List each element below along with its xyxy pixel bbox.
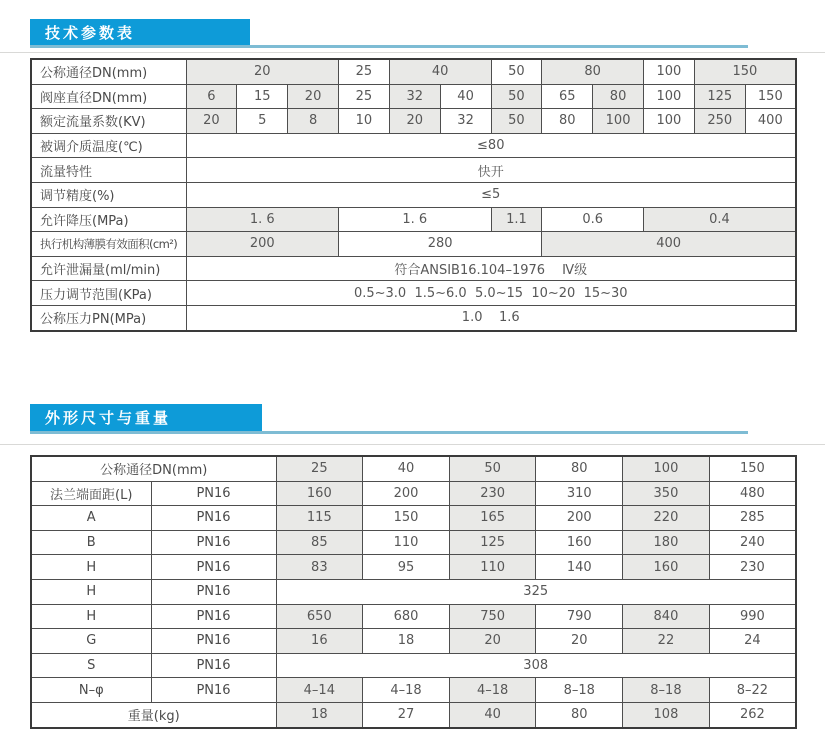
row-label: H xyxy=(31,555,151,580)
table-cell: 110 xyxy=(363,530,450,555)
table-cell: 80 xyxy=(593,84,644,109)
table-row xyxy=(31,133,796,158)
table-cell: 150 xyxy=(694,59,796,84)
table-cell: 22 xyxy=(623,629,710,654)
table-cell: 285 xyxy=(709,506,796,531)
table-cell: 240 xyxy=(709,530,796,555)
dimensions-weight-table-body xyxy=(31,456,796,728)
table-cell: 310 xyxy=(536,481,623,506)
table-cell: 80 xyxy=(536,456,623,481)
table-cell: 20 xyxy=(288,84,339,109)
table-row xyxy=(31,530,796,555)
table-cell: 165 xyxy=(449,506,536,531)
table-cell: 108 xyxy=(623,702,710,727)
table-cell: 18 xyxy=(363,629,450,654)
dimensions-weight-table xyxy=(30,455,797,729)
row-label: B xyxy=(31,530,151,555)
row-label: PN16 xyxy=(151,506,276,531)
table-cell: 80 xyxy=(542,59,644,84)
table-cell: 262 xyxy=(709,702,796,727)
table-cell: 8–18 xyxy=(536,678,623,703)
table-row xyxy=(31,702,796,727)
row-label: 公称通径DN(mm) xyxy=(31,59,186,84)
table-cell: 110 xyxy=(449,555,536,580)
table-cell: 4–18 xyxy=(363,678,450,703)
table-row xyxy=(31,456,796,481)
table-row xyxy=(31,109,796,134)
table-cell: 83 xyxy=(276,555,363,580)
table-row xyxy=(31,207,796,232)
table-cell: 快开 xyxy=(186,158,796,183)
table-cell: 50 xyxy=(491,109,542,134)
table-cell: 400 xyxy=(745,109,796,134)
table-cell: 1.0 1.6 xyxy=(186,305,796,330)
section-underline xyxy=(30,45,748,48)
table-cell: 27 xyxy=(363,702,450,727)
table-cell: 100 xyxy=(644,109,695,134)
table-cell: 125 xyxy=(449,530,536,555)
table-row xyxy=(31,59,796,84)
table-cell: 790 xyxy=(536,604,623,629)
row-label: PN16 xyxy=(151,653,276,678)
table-cell: 400 xyxy=(542,232,796,257)
table-cell: 4–18 xyxy=(449,678,536,703)
table-cell: 125 xyxy=(694,84,745,109)
row-label: 公称压力PN(MPa) xyxy=(31,305,186,330)
table-row xyxy=(31,579,796,604)
table-cell: 18 xyxy=(276,702,363,727)
table-cell: 680 xyxy=(363,604,450,629)
table-row xyxy=(31,182,796,207)
table-cell: 140 xyxy=(536,555,623,580)
table-row xyxy=(31,256,796,281)
table-cell: 95 xyxy=(363,555,450,580)
table-cell: 20 xyxy=(449,629,536,654)
row-label: 公称通径DN(mm) xyxy=(31,456,276,481)
table-cell: 20 xyxy=(389,109,440,134)
table-cell: 25 xyxy=(339,84,390,109)
table-cell: 840 xyxy=(623,604,710,629)
table-cell: 160 xyxy=(623,555,710,580)
row-label: 压力调节范围(KPa) xyxy=(31,281,186,306)
table-cell: 4–14 xyxy=(276,678,363,703)
table-cell: 1. 6 xyxy=(186,207,339,232)
divider-hairline xyxy=(0,52,825,53)
row-label: PN16 xyxy=(151,579,276,604)
tech-params-table xyxy=(30,58,797,332)
table-cell: 80 xyxy=(536,702,623,727)
row-label: 被调介质温度(℃) xyxy=(31,133,186,158)
section-title-dimensions-weight-label: 外形尺寸与重量 xyxy=(45,409,172,427)
table-cell: 350 xyxy=(623,481,710,506)
table-cell: 0.6 xyxy=(542,207,644,232)
section-underline xyxy=(30,431,748,434)
row-label: 调节精度(%) xyxy=(31,182,186,207)
table-cell: 16 xyxy=(276,629,363,654)
table-row xyxy=(31,84,796,109)
table-cell: 250 xyxy=(694,109,745,134)
table-cell: 650 xyxy=(276,604,363,629)
table-cell: 24 xyxy=(709,629,796,654)
table-cell: 5 xyxy=(237,109,288,134)
table-cell: 200 xyxy=(363,481,450,506)
row-label: 阀座直径DN(mm) xyxy=(31,84,186,109)
table-cell: 40 xyxy=(449,702,536,727)
row-label: 额定流量系数(KV) xyxy=(31,109,186,134)
table-cell: 230 xyxy=(449,481,536,506)
table-cell: 40 xyxy=(440,84,491,109)
table-cell: 160 xyxy=(536,530,623,555)
table-cell: 80 xyxy=(542,109,593,134)
row-label: S xyxy=(31,653,151,678)
table-cell: 150 xyxy=(363,506,450,531)
table-cell: 50 xyxy=(491,59,542,84)
table-row xyxy=(31,555,796,580)
row-label: 执行机构薄膜有效面积(cm²) xyxy=(31,232,186,257)
table-row xyxy=(31,604,796,629)
table-cell: 100 xyxy=(644,59,695,84)
row-label: 法兰端面距(L) xyxy=(31,481,151,506)
row-label: PN16 xyxy=(151,678,276,703)
table-cell: 符合ANSIB16.104–1976 Ⅳ级 xyxy=(186,256,796,281)
table-cell: 50 xyxy=(449,456,536,481)
table-cell: 230 xyxy=(709,555,796,580)
table-row xyxy=(31,481,796,506)
table-cell: 8 xyxy=(288,109,339,134)
table-cell: 200 xyxy=(186,232,339,257)
table-row xyxy=(31,158,796,183)
table-cell: 200 xyxy=(536,506,623,531)
tech-params-table-body xyxy=(31,59,796,331)
table-cell: 32 xyxy=(389,84,440,109)
table-cell: 1. 6 xyxy=(339,207,492,232)
table-cell: 8–18 xyxy=(623,678,710,703)
section-title-tech-params xyxy=(30,19,250,45)
table-cell: 220 xyxy=(623,506,710,531)
table-row xyxy=(31,232,796,257)
table-cell: 480 xyxy=(709,481,796,506)
table-cell: 15 xyxy=(237,84,288,109)
row-label: A xyxy=(31,506,151,531)
table-cell: 6 xyxy=(186,84,237,109)
table-row xyxy=(31,281,796,306)
table-cell: 100 xyxy=(644,84,695,109)
divider-hairline xyxy=(0,444,825,445)
row-label: 流量特性 xyxy=(31,158,186,183)
table-cell: 25 xyxy=(339,59,390,84)
row-label: 允许泄漏量(ml/min) xyxy=(31,256,186,281)
row-label: 允许降压(MPa) xyxy=(31,207,186,232)
section-title-dimensions-weight xyxy=(30,404,262,431)
row-label: 重量(kg) xyxy=(31,702,276,727)
table-cell: 100 xyxy=(593,109,644,134)
table-cell: 115 xyxy=(276,506,363,531)
table-cell: 20 xyxy=(186,109,237,134)
row-label: PN16 xyxy=(151,555,276,580)
table-cell: 150 xyxy=(745,84,796,109)
table-cell: 100 xyxy=(623,456,710,481)
row-label: G xyxy=(31,629,151,654)
table-row xyxy=(31,629,796,654)
table-cell: 160 xyxy=(276,481,363,506)
table-cell: 150 xyxy=(709,456,796,481)
table-cell: 325 xyxy=(276,579,796,604)
row-label: PN16 xyxy=(151,481,276,506)
table-row xyxy=(31,506,796,531)
row-label: PN16 xyxy=(151,629,276,654)
table-row xyxy=(31,305,796,330)
table-cell: 40 xyxy=(363,456,450,481)
table-cell: 280 xyxy=(339,232,542,257)
row-label: PN16 xyxy=(151,604,276,629)
section-title-tech-params-label: 技术参数表 xyxy=(45,23,136,42)
table-cell: 308 xyxy=(276,653,796,678)
table-cell: 25 xyxy=(276,456,363,481)
row-label: N–φ xyxy=(31,678,151,703)
table-cell: 32 xyxy=(440,109,491,134)
table-cell: ≤5 xyxy=(186,182,796,207)
table-cell: 85 xyxy=(276,530,363,555)
table-cell: 8–22 xyxy=(709,678,796,703)
table-cell: 40 xyxy=(389,59,491,84)
table-cell: 20 xyxy=(536,629,623,654)
table-cell: 1.1 xyxy=(491,207,542,232)
table-cell: 750 xyxy=(449,604,536,629)
table-cell: 0.4 xyxy=(644,207,797,232)
table-cell: 10 xyxy=(339,109,390,134)
table-row xyxy=(31,678,796,703)
table-cell: 65 xyxy=(542,84,593,109)
table-cell: 50 xyxy=(491,84,542,109)
table-cell: 20 xyxy=(186,59,339,84)
row-label: H xyxy=(31,604,151,629)
row-label: H xyxy=(31,579,151,604)
table-cell: 990 xyxy=(709,604,796,629)
table-row xyxy=(31,653,796,678)
table-cell: 0.5~3.0 1.5~6.0 5.0~15 10~20 15~30 xyxy=(186,281,796,306)
table-cell: ≤80 xyxy=(186,133,796,158)
row-label: PN16 xyxy=(151,530,276,555)
table-cell: 180 xyxy=(623,530,710,555)
